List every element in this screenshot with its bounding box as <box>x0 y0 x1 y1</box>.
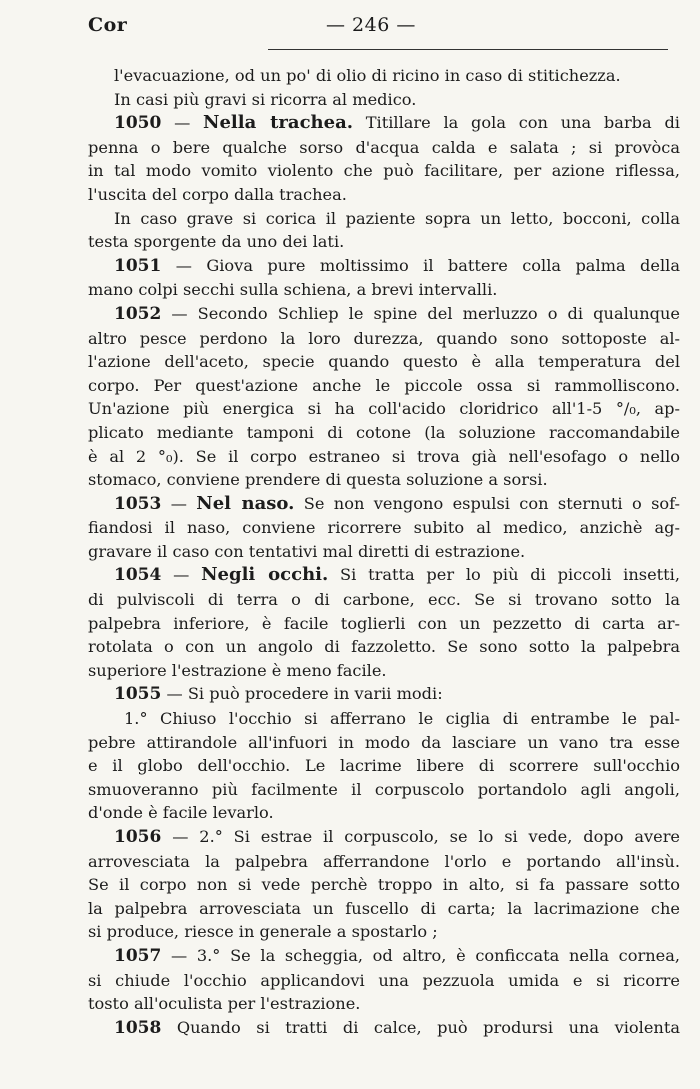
paragraph <box>88 111 680 206</box>
paragraph <box>88 825 680 944</box>
line-text: Giova pure moltissimo il battere colla palma della <box>206 255 680 275</box>
line-text: smuoveranno più facilmente il corpuscolo portandolo agli angoli, <box>88 779 680 799</box>
line-text: arrovesciata la palpebra afferrandone l'orlo e portando all'insù. <box>88 851 680 871</box>
text-line <box>88 159 680 183</box>
text-line <box>88 992 680 1016</box>
text-line <box>88 635 680 659</box>
text-line <box>88 374 680 398</box>
section-title: Negli occhi. <box>201 564 329 586</box>
line-text: tosto all'oculista per l'estrazione. <box>88 994 361 1014</box>
paragraph-number: 1057 <box>114 945 162 966</box>
section-title: Nel naso. <box>196 492 295 514</box>
paragraph <box>88 944 680 1016</box>
text-line <box>88 897 680 921</box>
text-line <box>88 731 680 755</box>
text-line <box>88 801 680 825</box>
paragraph <box>88 254 680 302</box>
paragraph <box>88 707 680 825</box>
text-line <box>88 350 680 374</box>
paragraph-number: 1052 <box>114 303 162 324</box>
line-text: plicato mediante tamponi di cotone (la soluzione raccomandabile <box>88 422 680 442</box>
paragraph <box>88 207 680 254</box>
text-line <box>88 397 680 421</box>
line-text: di pulviscoli di terra o di carbone, ecc. Se si trovano sotto la <box>88 590 680 610</box>
paragraph-number: 1055 <box>114 684 162 705</box>
text-line <box>88 445 680 469</box>
line-text: Se il corpo non si vede perchè troppo in alto, si fa passare sotto <box>88 875 680 895</box>
line-text: mano colpi secchi sulla schiena, a brevi intervalli. <box>88 280 498 300</box>
header-rule <box>268 49 668 50</box>
line-text: 1.° Chiuso l'occhio si afferrano le ciglia di entrambe le pal- <box>124 709 680 729</box>
text-line <box>88 421 680 445</box>
page-body <box>88 64 680 1040</box>
line-text: Titillare la gola con una barba di <box>365 113 680 133</box>
text-line <box>88 64 680 88</box>
line-text: l'evacuazione, od un po' di olio di ricino in caso di stitichezza. <box>114 66 621 85</box>
line-text: palpebra inferiore, è facile toglierli con un pezzetto di carta ar- <box>88 613 680 633</box>
text-line: 1051 — Giova pure moltissimo il battere colla palma della <box>114 255 680 276</box>
line-text: si chiude l'occhio applicandovi una pezzuola umida e si ricorre <box>88 970 680 990</box>
line-text: altro pesce perdono la loro durezza, quando sono sottoposte al- <box>88 328 680 348</box>
text-line <box>88 1016 680 1041</box>
line-text: Se non vengono espulsi con sternuti o sof- <box>303 493 681 513</box>
text-line <box>88 707 680 731</box>
line-text: corpo. Per quest'azione anche le piccole ossa si rammolliscono. <box>88 375 680 395</box>
text-line <box>88 754 680 778</box>
text-line <box>88 969 680 993</box>
paragraph <box>88 64 680 88</box>
line-text: e il globo dell'occhio. Le lacrime libere di scorrere sull'occhio <box>88 756 680 776</box>
line-text: In casi più gravi si ricorra al medico. <box>114 89 417 109</box>
line-text: In caso grave si corica il paziente sopra un letto, bocconi, colla <box>114 208 680 228</box>
text-line <box>88 540 680 564</box>
paragraph-number: 1058 <box>114 1017 162 1038</box>
line-text: si produce, riesce in generale a spostarlo ; <box>88 922 438 942</box>
text-line <box>88 207 680 231</box>
text-line <box>88 612 680 636</box>
text-line <box>88 136 680 160</box>
text-line <box>88 920 680 944</box>
page-header <box>88 12 680 46</box>
line-text: l'uscita del corpo dalla trachea. <box>88 184 347 204</box>
line-text: Si può procedere in varii modi: <box>187 684 443 704</box>
text-line: 1052 — Secondo Schliep le spine del merluzzo o di qualunque <box>114 303 680 324</box>
line-text: Secondo Schliep le spine del merluzzo o di qualunque <box>197 303 680 323</box>
line-text: Quando si tratti di calce, può prodursi una violenta <box>176 1017 680 1037</box>
line-text: Si tratta per lo più di piccoli insetti, <box>340 565 680 585</box>
text-line <box>88 278 680 302</box>
line-text: 3.° Se la scheggia, od altro, è conficcata nella cornea, <box>196 945 680 965</box>
text-line: 1050 — Nella trachea. Titillare la gola con una barba di <box>114 112 680 134</box>
text-line: 1056 — 2.° Si estrae il corpuscolo, se lo si vede, dopo avere <box>114 827 681 847</box>
paragraph-number: 1051 <box>114 255 162 276</box>
text-line <box>88 850 680 874</box>
line-text: testa sporgente da uno dei lati. <box>88 232 345 252</box>
paragraph <box>88 682 680 707</box>
text-line <box>88 230 680 254</box>
line-text: penna o bere qualche sorso d'acqua calda e salata ; si provòca <box>88 137 680 157</box>
line-text: la palpebra arrovesciata un fuscello di carta; la lacrimazione che <box>88 898 680 918</box>
line-text: l'azione dell'aceto, specie quando questo è alla temperatura del <box>88 352 680 372</box>
text-line: 1055 — Si può procedere in varii modi: <box>114 684 443 705</box>
text-line <box>88 88 680 112</box>
text-line <box>88 778 680 802</box>
line-text: in tal modo vomito violento che può facilitare, per azione riflessa, <box>88 161 680 181</box>
line-text: 2.° Si estrae il corpuscolo, se lo si vede, dopo avere <box>199 827 681 846</box>
text-line <box>88 873 680 897</box>
paragraph-number: 1050 <box>114 113 162 134</box>
line-text: d'onde è facile levarlo. <box>88 803 274 823</box>
line-text: fiandosi il naso, conviene ricorrere subito al medico, anzichè ag- <box>88 518 680 538</box>
paragraph-number: 1054 <box>114 565 162 586</box>
text-line <box>88 516 680 540</box>
line-text: rotolata o con un angolo di fazzoletto. Se sono sotto la palpebra <box>88 637 680 657</box>
paragraph <box>88 1016 680 1041</box>
text-line <box>88 588 680 612</box>
text-line: 1054 — Negli occhi. Si tratta per lo più di piccoli insetti, <box>114 564 680 586</box>
paragraph <box>88 563 680 682</box>
paragraph <box>88 302 680 492</box>
running-head: Cor <box>88 14 128 36</box>
text-line: 1057 — 3.° Se la scheggia, od altro, è conficcata nella cornea, <box>114 945 680 966</box>
text-line <box>88 468 680 492</box>
line-text: pebre attirandole all'infuori in modo da lasciare un vano tra esse <box>88 732 680 752</box>
paragraph-number: 1056 <box>114 827 162 847</box>
line-text: superiore l'estrazione è meno facile. <box>88 660 387 680</box>
section-title: Nella trachea. <box>203 112 353 134</box>
line-text: è al 2 °₀). Se il corpo estraneo si trova già nell'esofago o nello <box>88 446 680 466</box>
text-line: 1053 — Nel naso. Se non vengono espulsi con sternuti o sof- <box>114 492 681 514</box>
line-text: stomaco, conviene prendere di questa soluzione a sorsi. <box>88 470 548 490</box>
paragraph <box>88 88 680 112</box>
text-line <box>88 327 680 351</box>
line-text: Un'azione più energica si ha coll'acido cloridrico all'1-5 °/₀, ap- <box>88 399 680 419</box>
line-text: gravare il caso con tentativi mal diretti di estrazione. <box>88 541 526 561</box>
paragraph <box>88 492 680 564</box>
text-line <box>88 183 680 207</box>
paragraph-number: 1053 <box>114 493 162 514</box>
page-number: — 246 — <box>326 14 416 36</box>
text-line <box>88 659 680 683</box>
